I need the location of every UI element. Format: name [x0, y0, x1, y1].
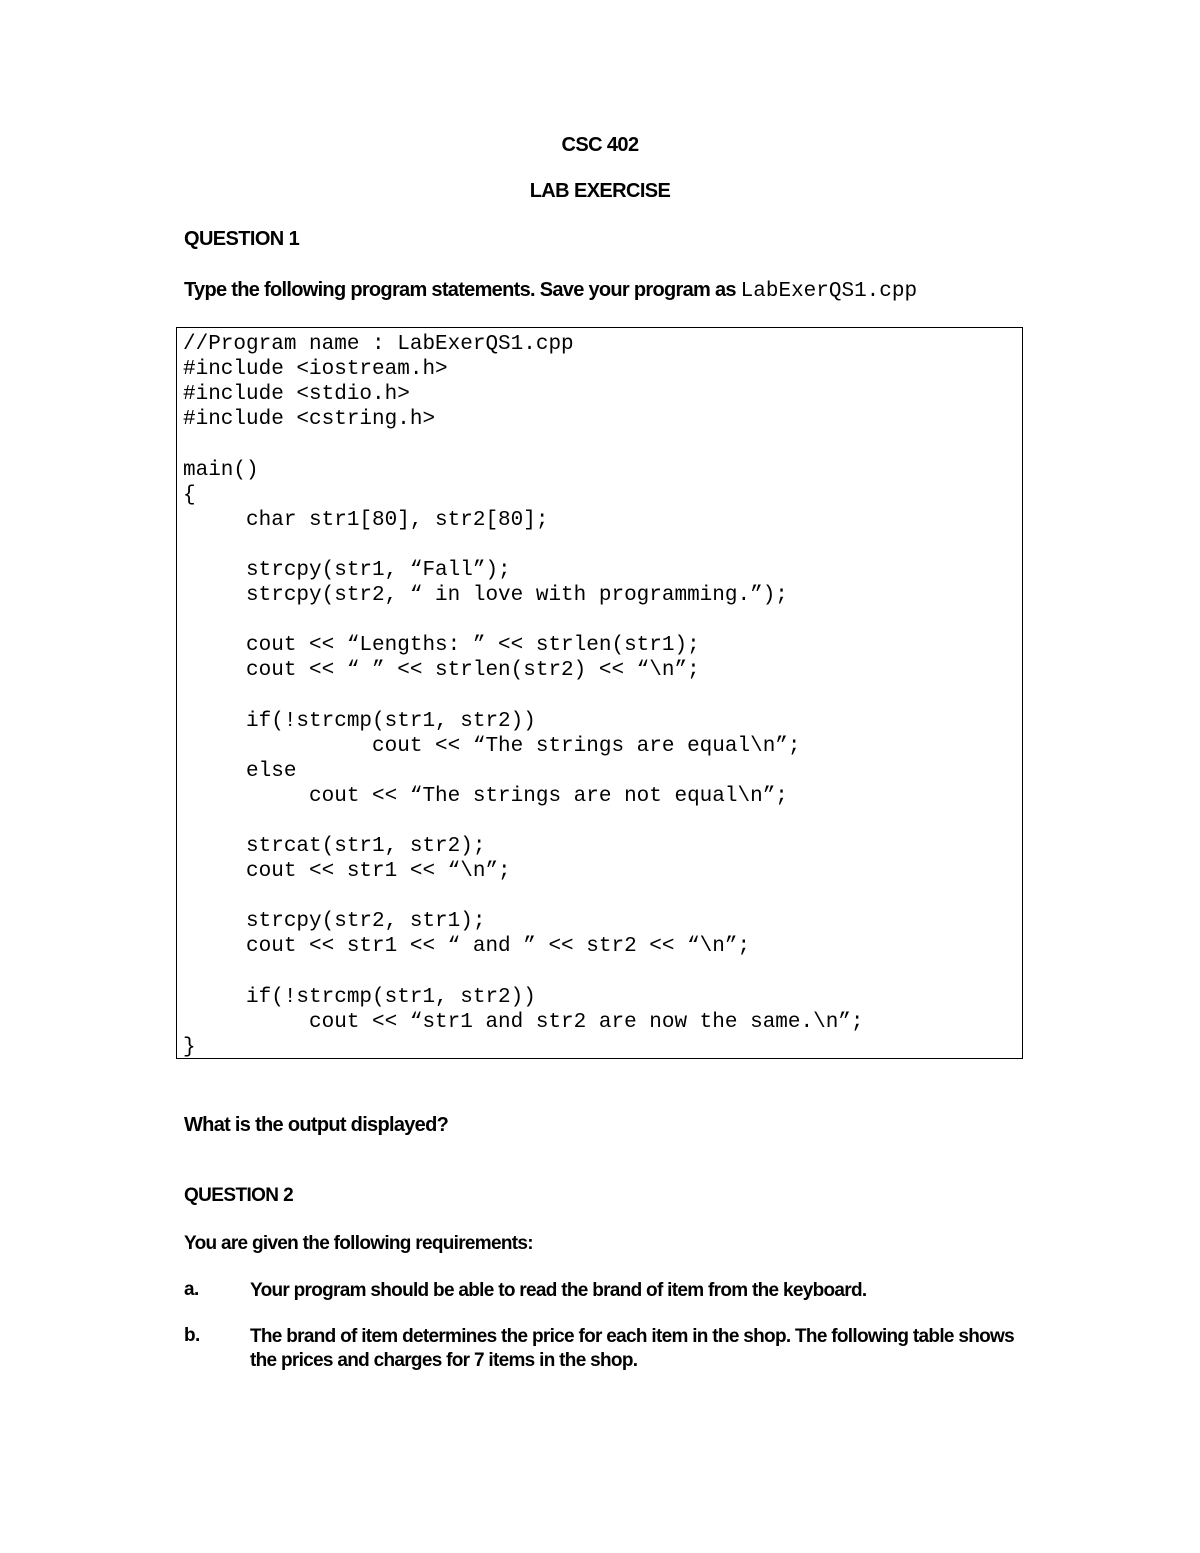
requirement-b-text: The brand of item determines the price for each item in the shop. The following table shows the prices and charges for 7 items in the shop. — [250, 1326, 1014, 1371]
code-line: cout << “str1 and str2 are now the same.\n”; — [183, 1010, 864, 1034]
question-2-heading: QUESTION 2 — [184, 1185, 294, 1206]
code-listing-box — [176, 327, 1023, 1059]
code-line: cout << “The strings are equal\n”; — [183, 734, 801, 758]
instruction-text: Type the following program statements. Save your program as — [184, 279, 741, 301]
requirement-b-marker: b. — [184, 1325, 200, 1346]
code-line: else — [183, 759, 297, 783]
question-1-heading: QUESTION 1 — [184, 228, 300, 250]
requirement-a-marker: a. — [184, 1279, 199, 1300]
code-line: cout << “Lengths: ” << strlen(str1); — [183, 634, 700, 658]
document-title: LAB EXERCISE — [529, 180, 671, 202]
code-line: strcat(str1, str2); — [183, 835, 486, 858]
code-line: cout << str1 << “ and ” << str2 << “\n”; — [183, 935, 751, 959]
code-line: char str1[80], str2[80]; — [183, 508, 549, 532]
code-line: #include <stdio.h> — [183, 383, 410, 407]
question-1-instruction — [184, 279, 917, 303]
code-line: strcpy(str2, “ in love with programming.”); — [183, 584, 788, 607]
question-1-prompt: What is the output displayed? — [184, 1114, 449, 1136]
code-line: //Program name : LabExerQS1.cpp — [183, 333, 574, 356]
code-line: if(!strcmp(str1, str2)) — [183, 709, 536, 733]
course-code: CSC 402 — [561, 134, 639, 156]
code-line: #include <iostream.h> — [183, 358, 448, 382]
code-line: strcpy(str1, “Fall”); — [183, 558, 511, 582]
code-line: if(!strcmp(str1, str2)) — [183, 985, 536, 1009]
code-line: { — [183, 483, 196, 507]
requirement-a-text: Your program should be able to read the brand of item from the keyboard. — [250, 1280, 867, 1301]
code-line: cout << “The strings are not equal\n”; — [183, 784, 788, 808]
question-2-intro: You are given the following requirements: — [184, 1233, 533, 1254]
code-line: main() — [183, 458, 259, 482]
code-line: #include <cstring.h> — [183, 408, 436, 432]
code-line: } — [183, 1035, 196, 1059]
code-line: strcpy(str2, str1); — [183, 910, 486, 934]
code-line: cout << str1 << “\n”; — [183, 860, 511, 884]
instruction-filename: LabExerQS1.cpp — [740, 280, 918, 303]
code-line: cout << “ ” << strlen(str2) << “\n”; — [183, 659, 700, 683]
